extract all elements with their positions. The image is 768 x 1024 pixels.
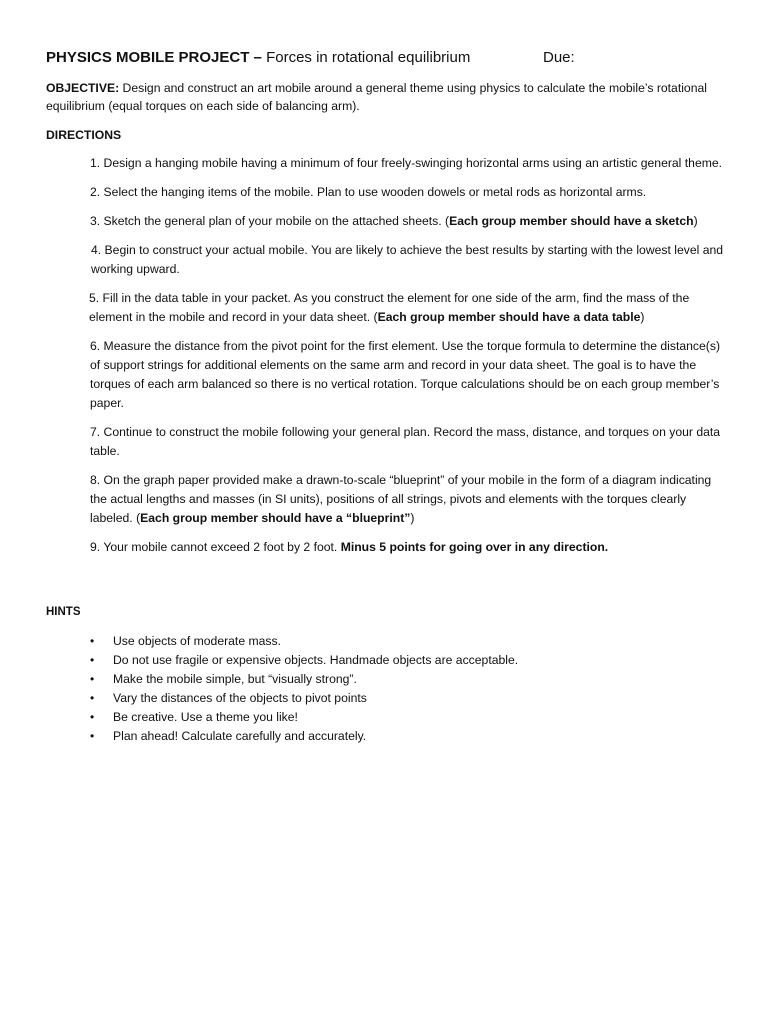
direction-emphasis: Each group member should have a data table	[377, 310, 641, 324]
due-label: Due:	[543, 49, 575, 66]
hint-text: Vary the distances of the objects to pivot points	[113, 691, 367, 705]
direction-text: 6. Measure the distance from the pivot point for the first element. Use the torque formula to determine the distance(s) of support strings for additional elements on the same arm and record in your data sheet. The goal is to have the torques of each arm balanced so there is no vertical rotation. Torque calculations should be on each group member’s paper.	[90, 339, 721, 410]
direction-item-4	[46, 241, 724, 279]
hint-text: Do not use fragile or expensive objects. Handmade objects are acceptable.	[113, 653, 519, 667]
direction-text: 3. Sketch the general plan of your mobile on the attached sheets. (	[90, 214, 450, 228]
direction-emphasis: Minus 5 points for going over in any direction.	[340, 540, 609, 554]
direction-item-8	[46, 471, 724, 528]
direction-item-1	[46, 154, 724, 173]
bullet-icon: •	[90, 653, 95, 667]
direction-text: 2. Select the hanging items of the mobile. Plan to use wooden dowels or metal rods as horizontal arms.	[90, 185, 647, 199]
objective-text: Design and construct an art mobile around a general theme using physics to calculate the mobile’s rotational equilibrium (equal torques on each side of balancing arm).	[46, 81, 707, 113]
hint-item	[46, 651, 724, 670]
direction-item-5	[46, 289, 724, 327]
hint-text: Make the mobile simple, but “visually strong”.	[113, 672, 357, 686]
objective-label: OBJECTIVE:	[46, 81, 120, 95]
bullet-icon: •	[90, 672, 95, 686]
title-subtitle: Forces in rotational equilibrium	[266, 49, 471, 66]
hints-list	[46, 632, 724, 746]
hint-text: Plan ahead! Calculate carefully and accurately.	[113, 729, 367, 743]
hint-item	[46, 708, 724, 727]
hint-item	[46, 632, 724, 651]
direction-text-end: )	[410, 511, 415, 525]
direction-text: 1. Design a hanging mobile having a minimum of four freely-swinging horizontal arms using an artistic general theme.	[90, 156, 723, 170]
direction-item-9	[46, 538, 724, 557]
title-dash: –	[253, 49, 262, 66]
direction-text-end: )	[693, 214, 698, 228]
direction-text: 9. Your mobile cannot exceed 2 foot by 2 foot.	[90, 540, 341, 554]
directions-list	[46, 154, 724, 557]
objective-paragraph	[46, 79, 724, 115]
direction-text: 4. Begin to construct your actual mobile. You are likely to achieve the best results by starting with the lowest level and working upward.	[91, 243, 724, 276]
bullet-icon: •	[90, 729, 95, 743]
document-title	[46, 48, 724, 68]
direction-item-7	[46, 423, 724, 461]
bullet-icon: •	[90, 691, 95, 705]
title-main: PHYSICS MOBILE PROJECT	[46, 49, 250, 66]
bullet-icon: •	[90, 634, 95, 648]
direction-text: 8. On the graph paper provided make a drawn-to-scale “blueprint” of your mobile in the form of a diagram indicating the actual lengths and masses (in SI units), positions of all strings, pivots and elements with the torques clearly labeled. (	[90, 473, 712, 525]
hint-item	[46, 670, 724, 689]
direction-emphasis: Each group member should have a sketch	[449, 214, 694, 228]
direction-text: 7. Continue to construct the mobile following your general plan. Record the mass, distance, and torques on your data table.	[90, 425, 721, 458]
hint-item	[46, 727, 724, 746]
hint-text: Use objects of moderate mass.	[113, 634, 281, 648]
hints-heading: HINTS	[46, 606, 81, 618]
direction-text: 5. Fill in the data table in your packet. As you construct the element for one side of the arm, find the mass of the element in the mobile and record in your data sheet. (	[89, 291, 690, 324]
direction-emphasis: Each group member should have a “blueprint”	[140, 511, 411, 525]
hint-item	[46, 689, 724, 708]
hint-text: Be creative. Use a theme you like!	[113, 710, 298, 724]
direction-item-2	[46, 183, 724, 202]
direction-text-end: )	[640, 310, 645, 324]
bullet-icon: •	[90, 710, 95, 724]
directions-heading: DIRECTIONS	[46, 128, 122, 142]
direction-item-3	[46, 212, 724, 231]
direction-item-6	[46, 337, 724, 413]
